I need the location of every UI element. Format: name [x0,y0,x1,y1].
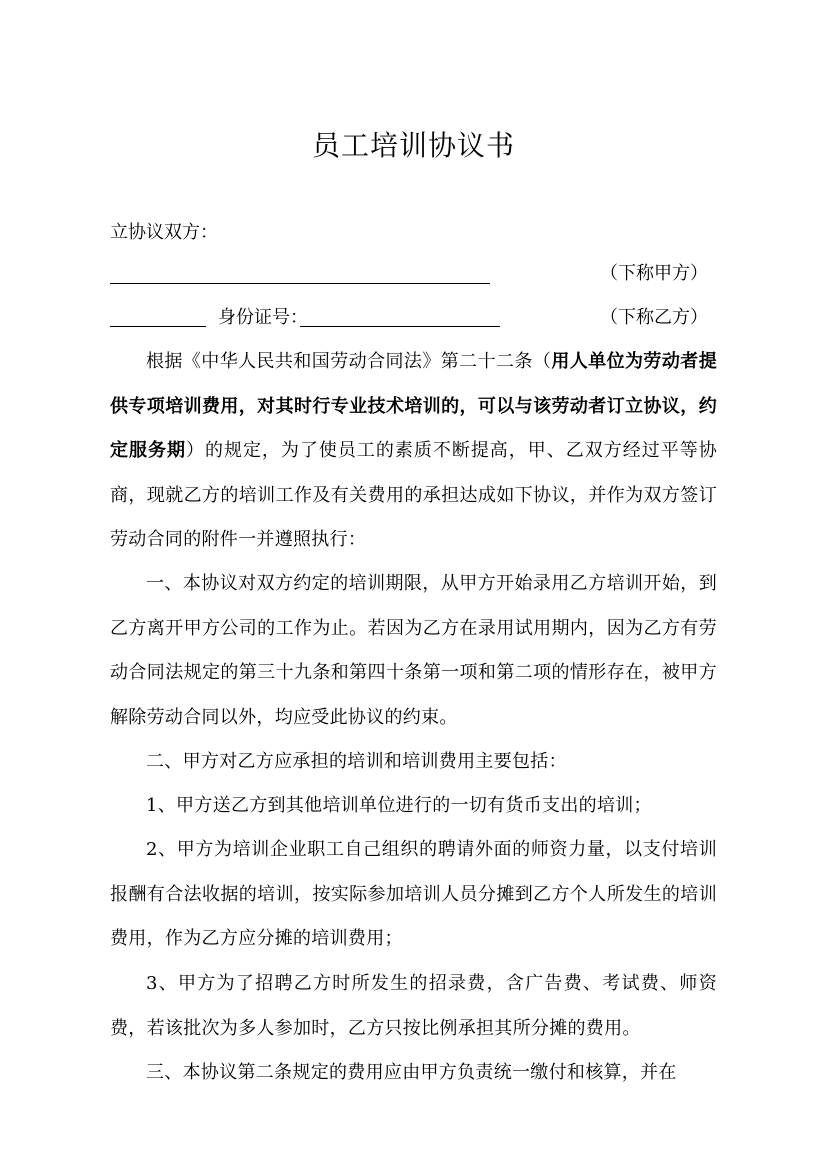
intro-text-2: ）的规定，为了使员工的素质不断提高，甲、乙双方经过平等协商，现就乙方的培训工作及有关费用的承担达成如下协议，并作为双方签订劳动合同的附件一并遵照执行： [110,440,717,550]
clause-3: 三、本协议第二条规定的费用应由甲方负责统一缴付和核算，并在 [146,1062,677,1083]
party-a-note: （下称甲方） [600,263,708,284]
party-b-note: （下称乙方） [600,307,708,328]
parties-label: 立协议双方： [110,222,218,243]
clause-2-item-3: 3、甲方为了招聘乙方时所发生的招录费，含广告费、考试费、师资费，若该批次为多人参加时，乙方只按比例承担其所分摊的费用。 [110,973,717,1039]
intro-bold-text: 用人单位为劳动者提供专项培训费用，对其时行专业技术培训的，可以与该劳动者订立协议，约定服务期 [110,351,717,461]
document-title: 员工培训协议书 [311,129,515,162]
party-a-name-blank [110,283,490,284]
intro-paragraph [110,340,717,563]
intro-text-1: 根据《中华人民共和国劳动合同法》第二十二条（ [146,351,552,372]
id-number-blank [300,326,500,327]
clause-2-item-1: 1、甲方送乙方到其他培训单位进行的一切有货币支出的培训； [146,795,652,816]
clause-2: 二、甲方对乙方应承担的培训和培训费用主要包括： [146,751,567,772]
party-b-name-blank [110,326,206,327]
clause-1: 一、本协议对双方约定的培训期限，从甲方开始录用乙方培训开始，到乙方离开甲方公司的工作为止。若因为乙方在录用试用期内，因为乙方有劳动合同法规定的第三十九条和第四十条第一项和第二项的情形存在，被甲方解除劳动合同以外，均应受此协议的约束。 [110,573,717,728]
id-number-label: 身份证号： [218,307,308,328]
clause-2-item-2: 2、甲方为培训企业职工自己组织的聘请外面的师资力量，以支付培训报酬有合法收据的培训，按实际参加培训人员分摊到乙方个人所发生的培训费用，作为乙方应分摊的培训费用； [110,839,717,949]
